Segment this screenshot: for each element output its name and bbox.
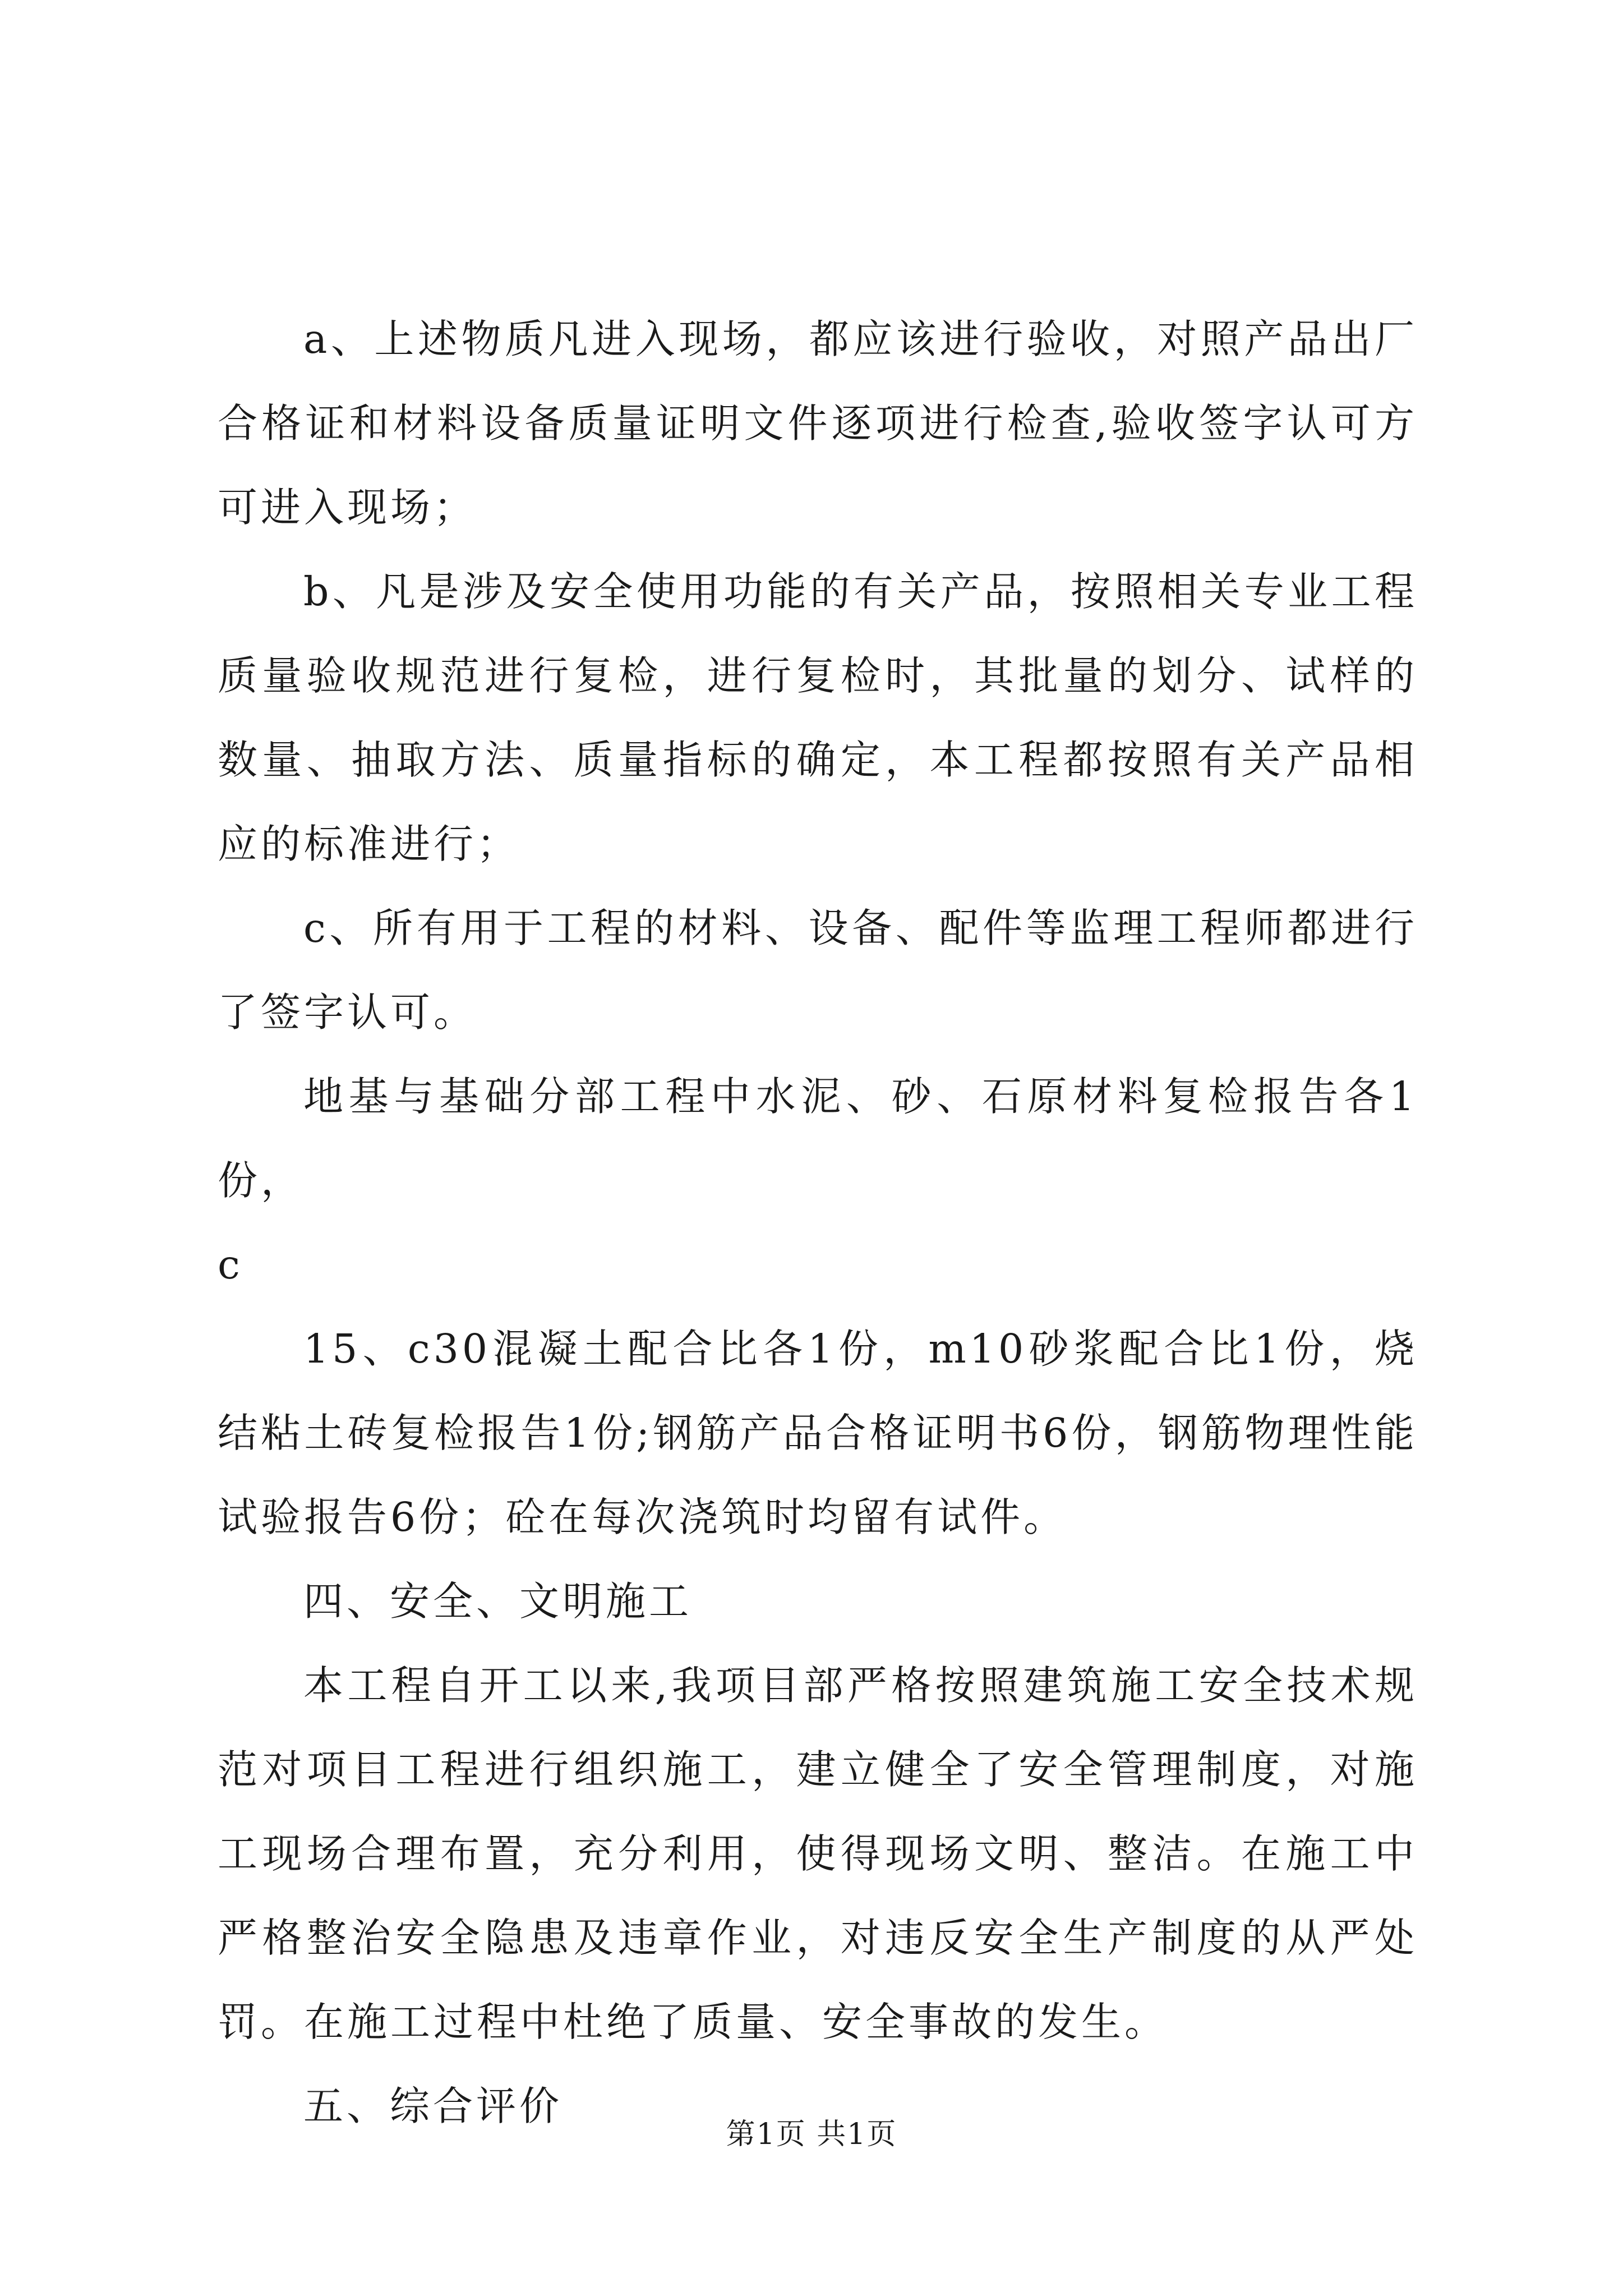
paragraph-concrete-mix-reports: 15、c30混凝土配合比各1份，m10砂浆配合比1份，烧结粘土砖复检报告1份;钢筋产品合格证明书6份，钢筋物理性能试验报告6份；砼在每次浇筑时均留有试件。 <box>218 1326 1418 1540</box>
paragraph-foundation-reports: 地基与基础分部工程中水泥、砂、石原材料复检报告各1份， <box>218 1073 1418 1204</box>
section-heading-safety: 四、安全、文明施工 <box>303 1578 693 1625</box>
paragraph-supervisor-approval: c、所有用于工程的材料、设备、配件等监理工程师都进行了签字认可。 <box>218 905 1418 1036</box>
document-body <box>218 297 1418 2148</box>
paragraph-material-acceptance: a、上述物质凡进入现场，都应该进行验收，对照产品出厂合格证和材料设备质量证明文件逐项进行检查,验收签字认可方可进入现场； <box>218 316 1418 531</box>
paragraph-safety-recheck: b、凡是涉及安全使用功能的有关产品，按照相关专业工程质量验收规范进行复检，进行复检时，其批量的划分、试样的数量、抽取方法、质量指标的确定，本工程都按照有关产品相应的标准进行； <box>218 568 1418 867</box>
paragraph-fragment-c: c <box>218 1241 243 1288</box>
page-number-footer: 第1页 共1页 <box>726 2118 897 2151</box>
paragraph-safety-management: 本工程自开工以来,我项目部严格按照建筑施工安全技术规范对项目工程进行组织施工，建立健全了安全管理制度，对施工现场合理布置，充分利用，使得现场文明、整洁。在施工中严格整治安全隐患及违章作业，对违反安全生产制度的从严处罚。在施工过程中杜绝了质量、安全事故的发生。 <box>218 1662 1418 2045</box>
section-heading-evaluation: 五、综合评价 <box>303 2083 563 2129</box>
